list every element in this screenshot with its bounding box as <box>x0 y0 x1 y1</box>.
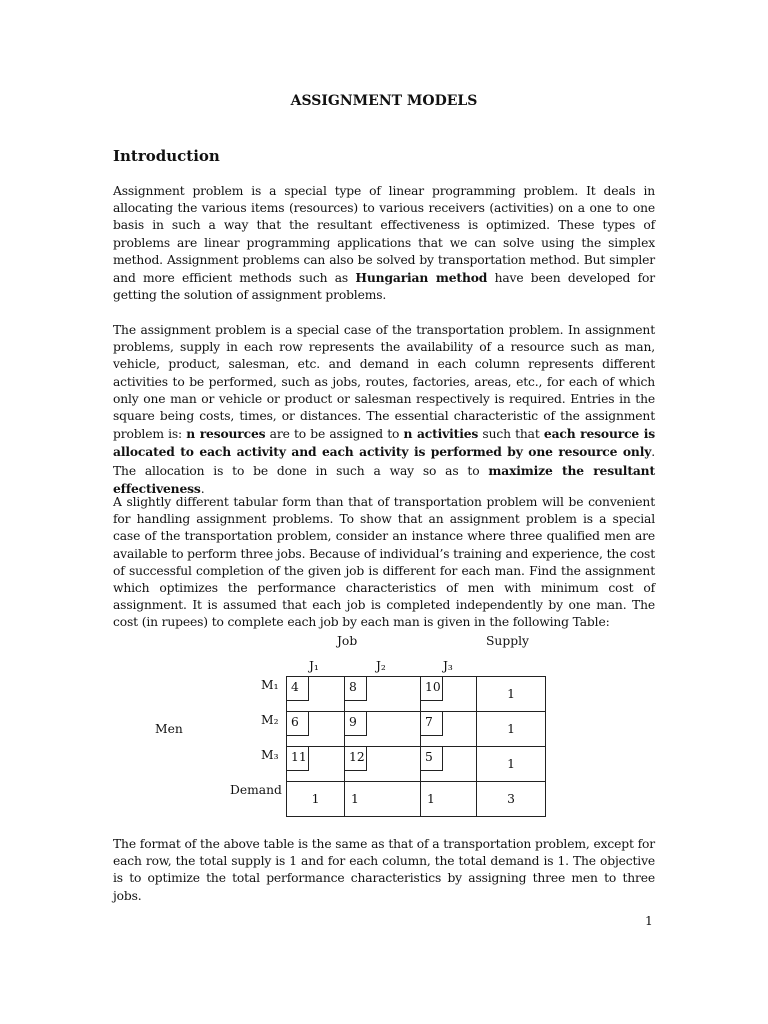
cost-cell: 9 <box>345 712 421 747</box>
demand-total-cell: 3 <box>477 782 546 817</box>
cost-cell: 8 <box>345 677 421 712</box>
cost-cell: 4 <box>287 677 345 712</box>
paragraph-1: Assignment problem is a special type of linear programming problem. It deals in allocating the various items (resources) to various receivers (activities) on a one to one basis in such a way that the resultant effectiveness is optimized. These types of problems are linear programming applications that we can solve using the simplex method. Assignment problems can also be solved by transportation method. But simpler and more efficient methods such as Hungarian method have been developed for getting the solution of assignment problems. <box>113 184 656 303</box>
men-label: Men <box>155 722 183 736</box>
document-title: ASSIGNMENT MODELS <box>290 93 478 109</box>
supply-label: Supply <box>486 634 529 648</box>
table-row <box>287 747 546 782</box>
col-header-j1: J₁ <box>309 659 319 673</box>
cost-cell: 12 <box>345 747 421 782</box>
table-row <box>287 712 546 747</box>
page-number: 1 <box>645 914 653 928</box>
job-label: Job <box>337 634 358 648</box>
col-header-j3: J₃ <box>443 659 453 673</box>
paragraph-2: The assignment problem is a special case of the transportation problem. In assignment problems, supply in each row represents the availability of a resource such as man, vehicle, product, salesman, etc. and demand in each column represents different activities to be performed, such as jobs, routes, factories, areas, etc., for each of which only one man or vehicle or product or salesman respectively is required. Entries in the square being costs, times, or distances. The essential characteristic of the assignment problem is: n resources are to be assigned to n activities such that each resource is allocated to each activity and each activity is performed by one resource only. The allocation is to be done in such a way so as to maximize the resultant effectiveness. <box>113 323 656 496</box>
paragraph-4: The format of the above table is the same as that of a transportation problem, except for each row, the total supply is 1 and for each column, the total demand is 1. The objective is to optimize the total performance characteristics by assigning three men to three jobs. <box>113 837 655 903</box>
supply-cell: 1 <box>477 747 546 782</box>
paragraph-3: A slightly different tabular form than that of transportation problem will be convenient for handling assignment problems. To show that an assignment problem is a special case of the transportation problem, consider an instance where three qualified men are available to perform three jobs. Because of individual’s training and experience, the cost of successful completion of the given job is different for each man. Find the assignment which optimizes the performance characteristics of men with minimum cost of assignment. It is assumed that each job is completed independently by one man. The cost (in rupees) to complete each job by each man is given in the following Table: <box>113 495 655 630</box>
row-label-m1: M₁ <box>261 678 279 692</box>
supply-cell: 1 <box>477 712 546 747</box>
cost-cell: 10 <box>421 677 477 712</box>
row-label-m3: M₃ <box>261 748 279 762</box>
demand-label: Demand <box>230 783 282 797</box>
demand-cell: 1 <box>421 782 477 817</box>
table-row <box>287 677 546 712</box>
demand-row <box>287 782 546 817</box>
demand-cell: 1 <box>345 782 421 817</box>
cost-cell: 7 <box>421 712 477 747</box>
demand-cell: 1 <box>287 782 345 817</box>
row-label-m2: M₂ <box>261 713 279 727</box>
section-heading: Introduction <box>113 147 220 165</box>
cost-cell: 6 <box>287 712 345 747</box>
supply-cell: 1 <box>477 677 546 712</box>
cost-cell: 11 <box>287 747 345 782</box>
cost-table <box>286 676 546 817</box>
cost-cell: 5 <box>421 747 477 782</box>
col-header-j2: J₂ <box>376 659 386 673</box>
